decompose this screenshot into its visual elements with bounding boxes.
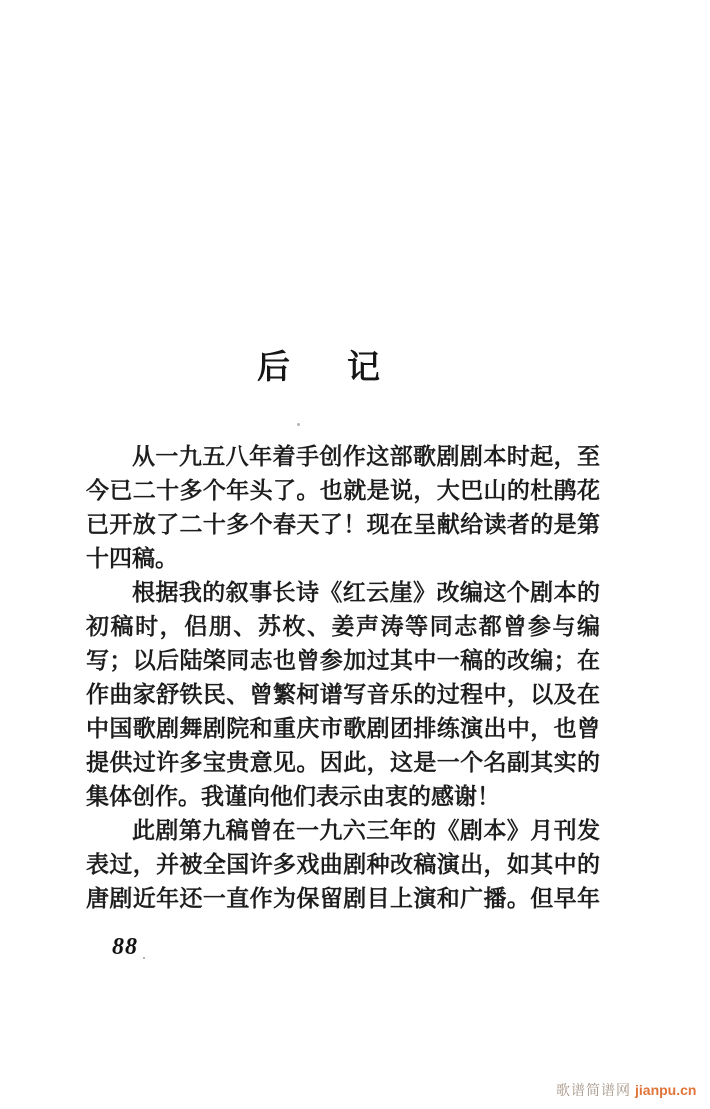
watermark-site-url: jianpu.cn: [635, 1082, 697, 1098]
text-line: 今已二十多个年头了。也就是说，大巴山的杜鹃花: [86, 478, 600, 503]
text-line: 中国歌剧舞剧院和重庆市歌剧团排练演出中，也曾: [86, 716, 600, 741]
text-line: 提供过许多宝贵意见。因此，这是一个名副其实的: [86, 750, 600, 775]
text-line: 集体创作。我谨向他们表示由衷的感谢！: [86, 784, 500, 809]
page-number: 88: [112, 934, 138, 960]
text-line: 作曲家舒铁民、曾繁柯谱写音乐的过程中，以及在: [86, 682, 600, 707]
page-title: 后 记: [257, 350, 392, 386]
text-line: 此剧第九稿曾在一九六三年的《剧本》月刊发: [132, 818, 600, 843]
text-line: 表过，并被全国许多戏曲剧种改稿演出，如其中的: [86, 852, 600, 877]
text-line: 已开放了二十多个春天了！现在呈献给读者的是第: [86, 512, 600, 537]
text-line: 唐剧近年还一直作为保留剧目上演和广播。但早年: [86, 886, 600, 911]
text-line: 初稿时，侣朋、苏枚、姜声涛等同志都曾参与编: [86, 614, 600, 639]
text-line: 根据我的叙事长诗《红云崖》改编这个剧本的: [132, 580, 600, 605]
scan-speck: [297, 423, 300, 426]
scan-speck: [143, 957, 145, 959]
watermark: [556, 1080, 696, 1100]
text-line: 写；以后陆棨同志也曾参加过其中一稿的改编；在: [86, 648, 600, 673]
body-text: [86, 440, 600, 916]
text-line: 从一九五八年着手创作这部歌剧剧本时起，至: [132, 444, 600, 469]
watermark-site-name: 歌谱简谱网: [556, 1082, 631, 1098]
text-line: 十四稿。: [86, 546, 178, 571]
